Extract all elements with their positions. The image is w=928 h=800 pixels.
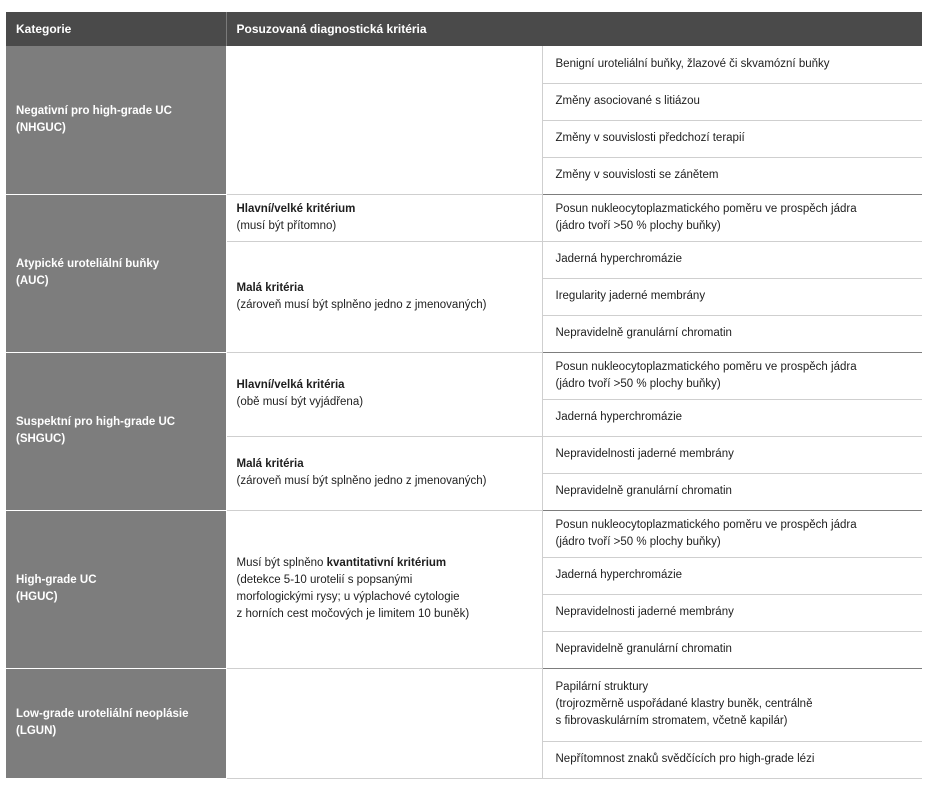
table-header-row: [6, 12, 922, 46]
quantitative-criterion-note: morfologickými rysy; u výplachové cytologie: [236, 591, 460, 603]
major-criterion-title: Hlavní/velké kritérium: [236, 202, 356, 215]
quantitative-criterion-note: z horních cest močových je limitem 10 buněk): [236, 608, 470, 620]
category-name: Negativní pro high-grade UC: [16, 104, 172, 117]
criterion-cell: Změny v souvislosti se zánětem: [542, 157, 922, 194]
category-name: Suspektní pro high-grade UC: [16, 416, 176, 428]
criterion-cell: Posun nukleocytoplazmatického poměru ve prospěch jádra (jádro tvoří >50 % plochy buňky): [542, 352, 922, 399]
category-lgun: [6, 668, 226, 778]
table-row: [6, 510, 922, 557]
minor-criteria: [226, 241, 542, 352]
criterion-cell: Posun nukleocytoplazmatického poměru ve prospěch jádra (jádro tvoří >50 % plochy buňky): [542, 194, 922, 241]
category-name: Atypické uroteliální buňky: [16, 258, 160, 270]
category-abbr: (SHGUC): [16, 433, 66, 445]
category-nhguc: [6, 46, 226, 194]
major-criterion: [226, 194, 542, 241]
subcriteria-empty: [226, 668, 542, 778]
minor-criteria-note: (zároveň musí být splněno jedno z jmenovaných): [236, 475, 487, 487]
category-name: High-grade UC: [16, 574, 97, 586]
category-auc: [6, 194, 226, 352]
major-criteria: [226, 352, 542, 436]
criterion-cell: Jaderná hyperchromázie: [542, 557, 922, 594]
criterion-cell: Nepravidelnosti jaderné membrány: [542, 436, 922, 473]
table-row: [6, 352, 922, 399]
diagnostic-criteria-table: [6, 12, 922, 779]
minor-criteria: [226, 436, 542, 510]
criterion-cell: Změny v souvislosti předchozí terapií: [542, 120, 922, 157]
minor-criteria-title: Malá kritéria: [236, 281, 304, 294]
quantitative-criterion-note: (detekce 5-10 urotelií s popsanými: [236, 574, 413, 586]
table-row: [6, 46, 922, 83]
criterion-cell: Papilární struktury (trojrozměrně uspořádané klastry buněk, centrálně s fibrovaskulárním stromatem, včetně kapilár): [542, 668, 922, 741]
major-criteria-note: (obě musí být vyjádřena): [236, 396, 364, 408]
criteria-table-container: [6, 12, 922, 779]
criterion-cell: Nepřítomnost znaků svědčících pro high-grade lézi: [542, 741, 922, 778]
category-abbr: (HGUC): [16, 591, 58, 603]
criterion-cell: Jaderná hyperchromázie: [542, 399, 922, 436]
category-shguc: [6, 352, 226, 510]
major-criterion-note: (musí být přítomno): [236, 219, 337, 232]
criterion-cell: Nepravidelnosti jaderné membrány: [542, 594, 922, 631]
header-criteria: Posuzovaná diagnostická kritéria: [226, 12, 922, 46]
quantitative-criterion: [226, 510, 542, 668]
criterion-cell: Posun nukleocytoplazmatického poměru ve prospěch jádra (jádro tvoří >50 % plochy buňky): [542, 510, 922, 557]
criterion-cell: Iregularity jaderné membrány: [542, 278, 922, 315]
category-abbr: (AUC): [16, 275, 49, 287]
table-row: [6, 668, 922, 741]
table-row: [6, 194, 922, 241]
minor-criteria-title: Malá kritéria: [236, 458, 304, 470]
minor-criteria-note: (zároveň musí být splněno jedno z jmenovaných): [236, 298, 487, 311]
category-abbr: (LGUN): [16, 725, 57, 737]
criterion-cell: Nepravidelně granulární chromatin: [542, 631, 922, 668]
quantitative-criterion-title: Musí být splněno kvantitativní kritérium: [236, 557, 447, 569]
criterion-cell: Jaderná hyperchromázie: [542, 241, 922, 278]
subcriteria-empty: [226, 46, 542, 194]
category-name: Low-grade uroteliální neoplásie: [16, 708, 189, 720]
category-hguc: [6, 510, 226, 668]
major-criteria-title: Hlavní/velká kritéria: [236, 379, 345, 391]
criterion-cell: Nepravidelně granulární chromatin: [542, 473, 922, 510]
criterion-cell: Nepravidelně granulární chromatin: [542, 315, 922, 352]
criterion-cell: Změny asociované s litiázou: [542, 83, 922, 120]
header-category: Kategorie: [6, 12, 226, 46]
category-abbr: (NHGUC): [16, 121, 66, 134]
criterion-cell: Benigní uroteliální buňky, žlazové či skvamózní buňky: [542, 46, 922, 83]
